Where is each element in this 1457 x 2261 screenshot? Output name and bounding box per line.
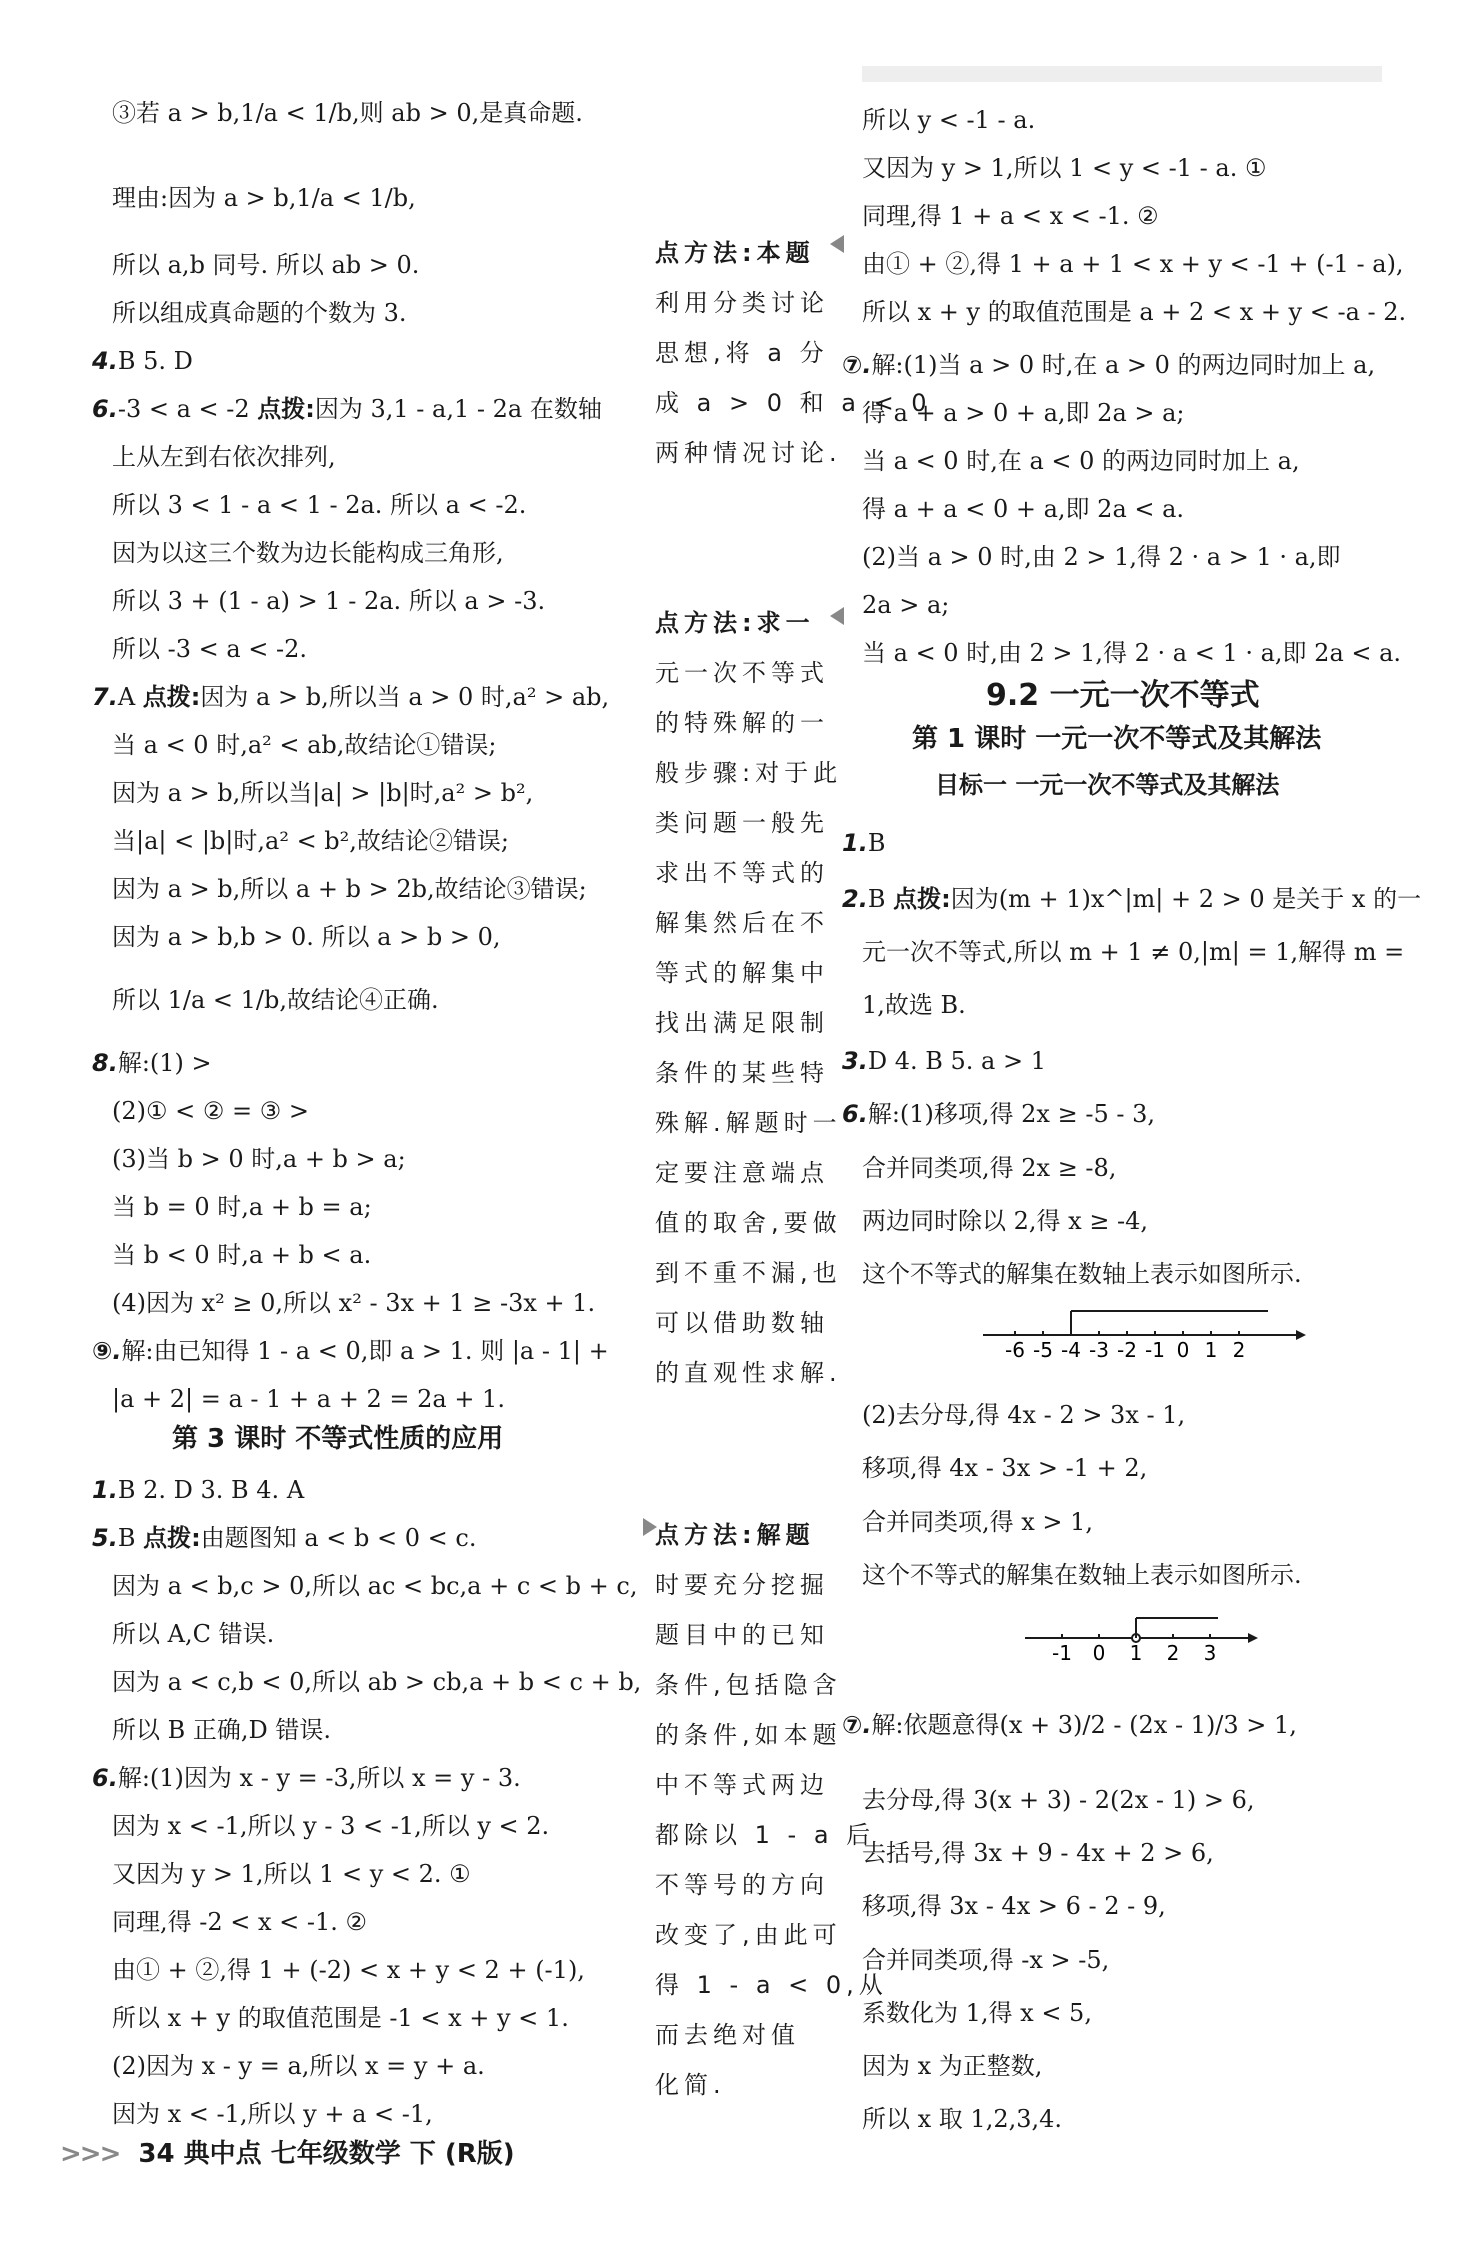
text-line: [112, 1715, 331, 1745]
question-number: 6.: [842, 1100, 868, 1128]
tip-line: 点方法:本题: [655, 239, 815, 267]
text-line: [112, 634, 307, 664]
line-text: (2)① < ② = ③ >: [112, 1097, 310, 1125]
text-line: [862, 1153, 1116, 1183]
line-text: 2a > a;: [862, 591, 950, 619]
text-line: [112, 442, 336, 472]
line-text: 所以 x + y 的取值范围是 a + 2 < x + y < -a - 2.: [862, 298, 1407, 326]
line-text: 解:(1)移项,得 2x ≥ -5 - 3,: [867, 1100, 1155, 1128]
line-text: 去括号,得 3x + 9 - 4x + 2 > 6,: [862, 1839, 1214, 1867]
line-text: B: [867, 829, 886, 857]
text-line: [112, 985, 439, 1015]
line-text: 所以 -3 < a < -2.: [112, 635, 308, 663]
text-line: [112, 826, 509, 856]
text-line: [862, 1453, 1147, 1483]
line-text: (2)去分母,得 4x - 2 > 3x - 1,: [862, 1401, 1186, 1429]
lesson3-title: 第 3 课时 不等式性质的应用: [172, 1424, 504, 1454]
tick-label: 1: [1204, 1338, 1218, 1362]
question-number: 7.: [92, 683, 118, 711]
line-text: 所以 x 取 1,2,3,4.: [862, 2105, 1063, 2133]
line-text-rest: 由题图知 a < b < 0 < c.: [200, 1524, 477, 1552]
line-text: 由① + ②,得 1 + (-2) < x + y < 2 + (-1),: [112, 1956, 585, 1984]
text-line: [92, 1475, 304, 1505]
text-line: [842, 1046, 1046, 1076]
tip-line: 两种情况讨论.: [655, 439, 842, 467]
text-line: [112, 1667, 641, 1697]
text-line: [92, 1763, 521, 1793]
text-line: [842, 828, 885, 858]
line-text: 又因为 y > 1,所以 1 < y < -1 - a. ①: [862, 154, 1267, 182]
tick-label: -6: [1005, 1338, 1025, 1362]
section-title: 9.2 一元一次不等式: [986, 678, 1260, 713]
line-text: 因为 x < -1,所以 y + a < -1,: [112, 2100, 433, 2128]
line-text: 去分母,得 3(x + 3) - 2(2x - 1) > 6,: [862, 1786, 1255, 1814]
text-line: [112, 1384, 505, 1414]
line-text: 因为 a < c,b < 0,所以 ab > cb,a + b < c + b,: [112, 1668, 642, 1696]
tip-line: 不等号的方向: [655, 1871, 829, 1899]
line-text: 元一次不等式,所以 m + 1 ≠ 0,|m| = 1,解得 m =: [862, 938, 1405, 966]
line-text: 当 a < 0 时,在 a < 0 的两边同时加上 a,: [862, 447, 1300, 475]
tip-line: 定要注意端点: [655, 1159, 829, 1187]
text-line: [862, 153, 1266, 183]
line-text: 这个不等式的解集在数轴上表示如图所示.: [862, 1260, 1302, 1288]
line-text: 这个不等式的解集在数轴上表示如图所示.: [862, 1561, 1302, 1589]
line-text: 系数化为 1,得 x < 5,: [862, 1999, 1092, 2027]
text-line: [112, 298, 407, 328]
text-line: [862, 1560, 1302, 1590]
question-number: 6.: [92, 1764, 118, 1792]
tip-line: 元一次不等式: [655, 659, 829, 687]
text-line: [862, 1945, 1109, 1975]
line-text: 移项,得 4x - 3x > -1 + 2,: [862, 1454, 1148, 1482]
line-text: 得 a + a > 0 + a,即 2a > a;: [862, 399, 1185, 427]
line-text: 当 a < 0 时,由 2 > 1,得 2 · a < 1 · a,即 2a < a.: [862, 639, 1402, 667]
line-text: (2)因为 x - y = a,所以 x = y + a.: [112, 2052, 485, 2080]
text-line: [112, 874, 587, 904]
text-line: [112, 2051, 485, 2081]
text-line: [112, 1811, 549, 1841]
tip-line: 而去绝对值: [655, 2021, 800, 2049]
line-text: 当|a| < |b|时,a² < b²,故结论②错误;: [112, 827, 510, 855]
tip-line: 题目中的已知: [655, 1621, 829, 1649]
tip-line: 可以借助数轴: [655, 1309, 829, 1337]
text-line: [862, 249, 1404, 279]
tip-line: 般步骤:对于此: [655, 759, 843, 787]
question-number: ⑦.: [842, 351, 872, 379]
line-text: ③若 a > b,1/a < 1/b,则 ab > 0,是真命题.: [112, 99, 583, 127]
line-text: 合并同类项,得 x > 1,: [862, 1508, 1094, 1536]
question-number: 5.: [92, 1524, 118, 1552]
text-line: [92, 1048, 212, 1078]
line-text: 合并同类项,得 2x ≥ -8,: [862, 1154, 1117, 1182]
question-number: 1.: [92, 1476, 118, 1504]
tick-label: 2: [1232, 1338, 1246, 1362]
number-line-2: [1020, 1608, 1260, 1668]
text-line: [112, 1096, 309, 1126]
question-number: ⑨.: [92, 1337, 122, 1365]
text-line: [842, 350, 1375, 380]
tip-box-2: [655, 598, 842, 1398]
tip-line: 的条件,如本题: [655, 1721, 842, 1749]
tip-line: 条件,包括隐含: [655, 1671, 842, 1699]
text-line: [112, 98, 583, 128]
line-text: 两边同时除以 2,得 x ≥ -4,: [862, 1207, 1149, 1235]
tip-line: 中不等式两边: [655, 1771, 829, 1799]
text-line: [112, 922, 501, 952]
text-line: [862, 398, 1185, 428]
tick-label: -1: [1145, 1338, 1165, 1362]
text-line: [862, 590, 949, 620]
text-line: [862, 1400, 1185, 1430]
line-text: 由① + ②,得 1 + a + 1 < x + y < -1 + (-1 - a),: [862, 250, 1404, 278]
text-line: [862, 638, 1401, 668]
line-text: 所以 a,b 同号. 所以 ab > 0.: [112, 251, 420, 279]
text-line: [862, 1259, 1302, 1289]
line-text: 因为 a < b,c > 0,所以 ac < bc,a + c < b + c,: [112, 1572, 638, 1600]
tip-line: 成 a > 0 和 a < 0: [655, 389, 932, 417]
line-text: 解:由已知得 1 - a < 0,即 a > 1. 则 |a - 1| +: [121, 1337, 609, 1365]
tip-line: 殊解.解题时一: [655, 1109, 842, 1137]
lesson1-title: 第 1 课时 一元一次不等式及其解法: [912, 724, 1322, 754]
text-line: [862, 1998, 1092, 2028]
tip-line: 利用分类讨论: [655, 289, 829, 317]
line-text: 1,故选 B.: [862, 991, 966, 1019]
tip-line: 得 1 - a < 0,从: [655, 1971, 888, 1999]
tip-line: 等式的解集中: [655, 959, 829, 987]
page-footer: [60, 2133, 515, 2170]
tip-line: 的特殊解的一: [655, 709, 829, 737]
text-line: [842, 1099, 1155, 1129]
text-line: [92, 394, 602, 424]
line-text: 得 a + a < 0 + a,即 2a < a.: [862, 495, 1185, 523]
text-line: [112, 2099, 433, 2129]
text-line: [862, 201, 1159, 231]
line-text: (3)当 b > 0 时,a + b > a;: [112, 1145, 406, 1173]
text-line: [112, 2003, 569, 2033]
text-line: [862, 1206, 1148, 1236]
page-number: 34: [138, 2139, 175, 2169]
line-text: 当 b < 0 时,a + b < a.: [112, 1241, 372, 1269]
text-line: [112, 1192, 372, 1222]
line-text: 当 b = 0 时,a + b = a;: [112, 1193, 372, 1221]
text-line: [862, 494, 1184, 524]
tick-label: -5: [1033, 1338, 1053, 1362]
line-text: 解:(1) >: [117, 1049, 212, 1077]
tick-label: 0: [1092, 1641, 1106, 1665]
tip-line: 时要充分挖掘: [655, 1571, 829, 1599]
tip-line: 值的取舍,要做: [655, 1209, 842, 1237]
text-line: [862, 937, 1404, 967]
line-text: 移项,得 3x - 4x > 6 - 2 - 9,: [862, 1892, 1166, 1920]
text-line: [862, 990, 966, 1020]
line-text: 解:(1)当 a > 0 时,在 a > 0 的两边同时加上 a,: [871, 351, 1376, 379]
tip-line: 点方法:解题: [655, 1521, 815, 1549]
question-number: 3.: [842, 1047, 868, 1075]
text-line: [112, 1955, 585, 1985]
text-line: [92, 682, 609, 712]
tick-label: 0: [1176, 1338, 1190, 1362]
line-text: 上从左到右依次排列,: [112, 443, 336, 471]
text-line: [112, 1288, 595, 1318]
text-line: [862, 2104, 1062, 2134]
hint-label: 点拨:: [893, 885, 951, 913]
line-text: 因为 x < -1,所以 y - 3 < -1,所以 y < 2.: [112, 1812, 550, 1840]
line-text: B: [867, 885, 894, 913]
text-line: [112, 586, 545, 616]
line-text: 所以 x + y 的取值范围是 -1 < x + y < 1.: [112, 2004, 569, 2032]
book-title: 典中点: [183, 2139, 262, 2169]
line-text: 同理,得 1 + a < x < -1. ②: [862, 202, 1159, 230]
line-text: 所以 3 < 1 - a < 1 - 2a. 所以 a < -2.: [112, 491, 527, 519]
line-text: 同理,得 -2 < x < -1. ②: [112, 1908, 368, 1936]
text-line: [862, 446, 1300, 476]
tick-label: 3: [1203, 1641, 1217, 1665]
question-number: 6.: [92, 395, 118, 423]
line-text: A: [117, 683, 143, 711]
line-text: 理由:因为 a > b,1/a < 1/b,: [112, 184, 416, 212]
text-line: [862, 297, 1406, 327]
line-text: 所以组成真命题的个数为 3.: [112, 299, 407, 327]
goal-title: 目标一 一元一次不等式及其解法: [935, 771, 1280, 799]
line-text-rest: 因为 a > b,所以当 a > 0 时,a² > ab,: [200, 683, 610, 711]
question-number: 8.: [92, 1049, 118, 1077]
tick-label: -2: [1117, 1338, 1137, 1362]
line-text: 又因为 y > 1,所以 1 < y < 2. ①: [112, 1860, 471, 1888]
book-grade: 七年级数学 下: [270, 2139, 436, 2169]
text-line: [862, 1507, 1093, 1537]
text-line: [862, 1891, 1166, 1921]
question-number: 1.: [842, 829, 868, 857]
text-line: [112, 1907, 367, 1937]
line-text: 解:依题意得(x + 3)/2 - (2x - 1)/3 > 1,: [871, 1711, 1297, 1739]
tick-label: 1: [1129, 1641, 1143, 1665]
line-text: 所以 3 + (1 - a) > 1 - 2a. 所以 a > -3.: [112, 587, 546, 615]
tip-line: 到不重不漏,也: [655, 1259, 842, 1287]
line-text: (4)因为 x² ≥ 0,所以 x² - 3x + 1 ≥ -3x + 1.: [112, 1289, 596, 1317]
line-text: 当 a < 0 时,a² < ab,故结论①错误;: [112, 731, 497, 759]
line-text: D 4. B 5. a > 1: [867, 1047, 1046, 1075]
header-bar: [862, 66, 1382, 82]
line-text: 合并同类项,得 -x > -5,: [862, 1946, 1110, 1974]
text-line: [862, 1785, 1255, 1815]
line-text: -3 < a < -2: [117, 395, 258, 423]
line-text: 解:(1)因为 x - y = -3,所以 x = y - 3.: [117, 1764, 521, 1792]
line-text-rest: 因为 3,1 - a,1 - 2a 在数轴: [314, 395, 602, 423]
text-line: [112, 183, 416, 213]
line-text: 所以 B 正确,D 错误.: [112, 1716, 332, 1744]
tip-line: 求出不等式的: [655, 859, 829, 887]
tip-line: 条件的某些特: [655, 1059, 829, 1087]
tip-line: 找出满足限制: [655, 1009, 829, 1037]
question-number: ⑦.: [842, 1711, 872, 1739]
footer-chevrons: >>>: [60, 2139, 120, 2169]
hint-label: 点拨:: [142, 683, 201, 711]
text-line: [112, 1859, 471, 1889]
line-text: B 5. D: [117, 347, 193, 375]
line-text: 所以 A,C 错误.: [112, 1620, 275, 1648]
text-line: [862, 542, 1341, 572]
tip-line: 解集然后在不: [655, 909, 829, 937]
tip-line: 类问题一般先: [655, 809, 829, 837]
text-line: [92, 1523, 476, 1553]
hint-label: 点拨:: [143, 1524, 201, 1552]
book-edition: (R版): [444, 2139, 515, 2169]
line-text: B: [117, 1524, 144, 1552]
tip-line: 化简.: [655, 2071, 726, 2099]
text-line: [112, 538, 504, 568]
text-line: [112, 1571, 637, 1601]
text-line: [862, 1838, 1214, 1868]
text-line: [112, 490, 526, 520]
tip-line: 都除以 1 - a 后: [655, 1821, 876, 1849]
text-line: [112, 1144, 406, 1174]
line-text: 因为 a > b,b > 0. 所以 a > b > 0,: [112, 923, 501, 951]
tick-label: -3: [1089, 1338, 1109, 1362]
tip-box-3: [655, 1510, 888, 2110]
line-text: (2)当 a > 0 时,由 2 > 1,得 2 · a > 1 · a,即: [862, 543, 1341, 571]
question-number: 4.: [92, 347, 118, 375]
tip-line: 改变了,由此可: [655, 1921, 842, 1949]
line-text: 因为 x 为正整数,: [862, 2052, 1043, 2080]
line-text: 所以 1/a < 1/b,故结论④正确.: [112, 986, 439, 1014]
text-line: [112, 778, 533, 808]
text-line: [112, 250, 419, 280]
line-text: B 2. D 3. B 4. A: [117, 1476, 305, 1504]
text-line: [112, 730, 497, 760]
text-line: [92, 1336, 609, 1366]
tip-line: 点方法:求一: [655, 609, 815, 637]
line-text-rest: 因为(m + 1)x^|m| + 2 > 0 是关于 x 的一: [950, 885, 1422, 913]
tip-line: 的直观性求解.: [655, 1359, 842, 1387]
question-number: 2.: [842, 885, 868, 913]
number-line-1: [978, 1305, 1308, 1365]
text-line: [862, 2051, 1042, 2081]
line-text: 因为 a > b,所以当|a| > |b|时,a² > b²,: [112, 779, 534, 807]
line-text: 因为 a > b,所以 a + b > 2b,故结论③错误;: [112, 875, 587, 903]
text-line: [842, 1710, 1297, 1740]
text-line: [842, 884, 1421, 914]
hint-label: 点拨:: [257, 395, 315, 423]
line-text: 所以 y < -1 - a.: [862, 106, 1036, 134]
tick-label: -4: [1061, 1338, 1081, 1362]
text-line: [92, 346, 193, 376]
tick-label: -1: [1052, 1641, 1072, 1665]
tick-label: 2: [1166, 1641, 1180, 1665]
line-text: 因为以这三个数为边长能构成三角形,: [112, 539, 504, 567]
text-line: [862, 105, 1035, 135]
text-line: [112, 1240, 371, 1270]
text-line: [112, 1619, 274, 1649]
line-text: |a + 2| = a - 1 + a + 2 = 2a + 1.: [112, 1385, 505, 1413]
tip-line: 思想,将 a 分: [655, 339, 829, 367]
